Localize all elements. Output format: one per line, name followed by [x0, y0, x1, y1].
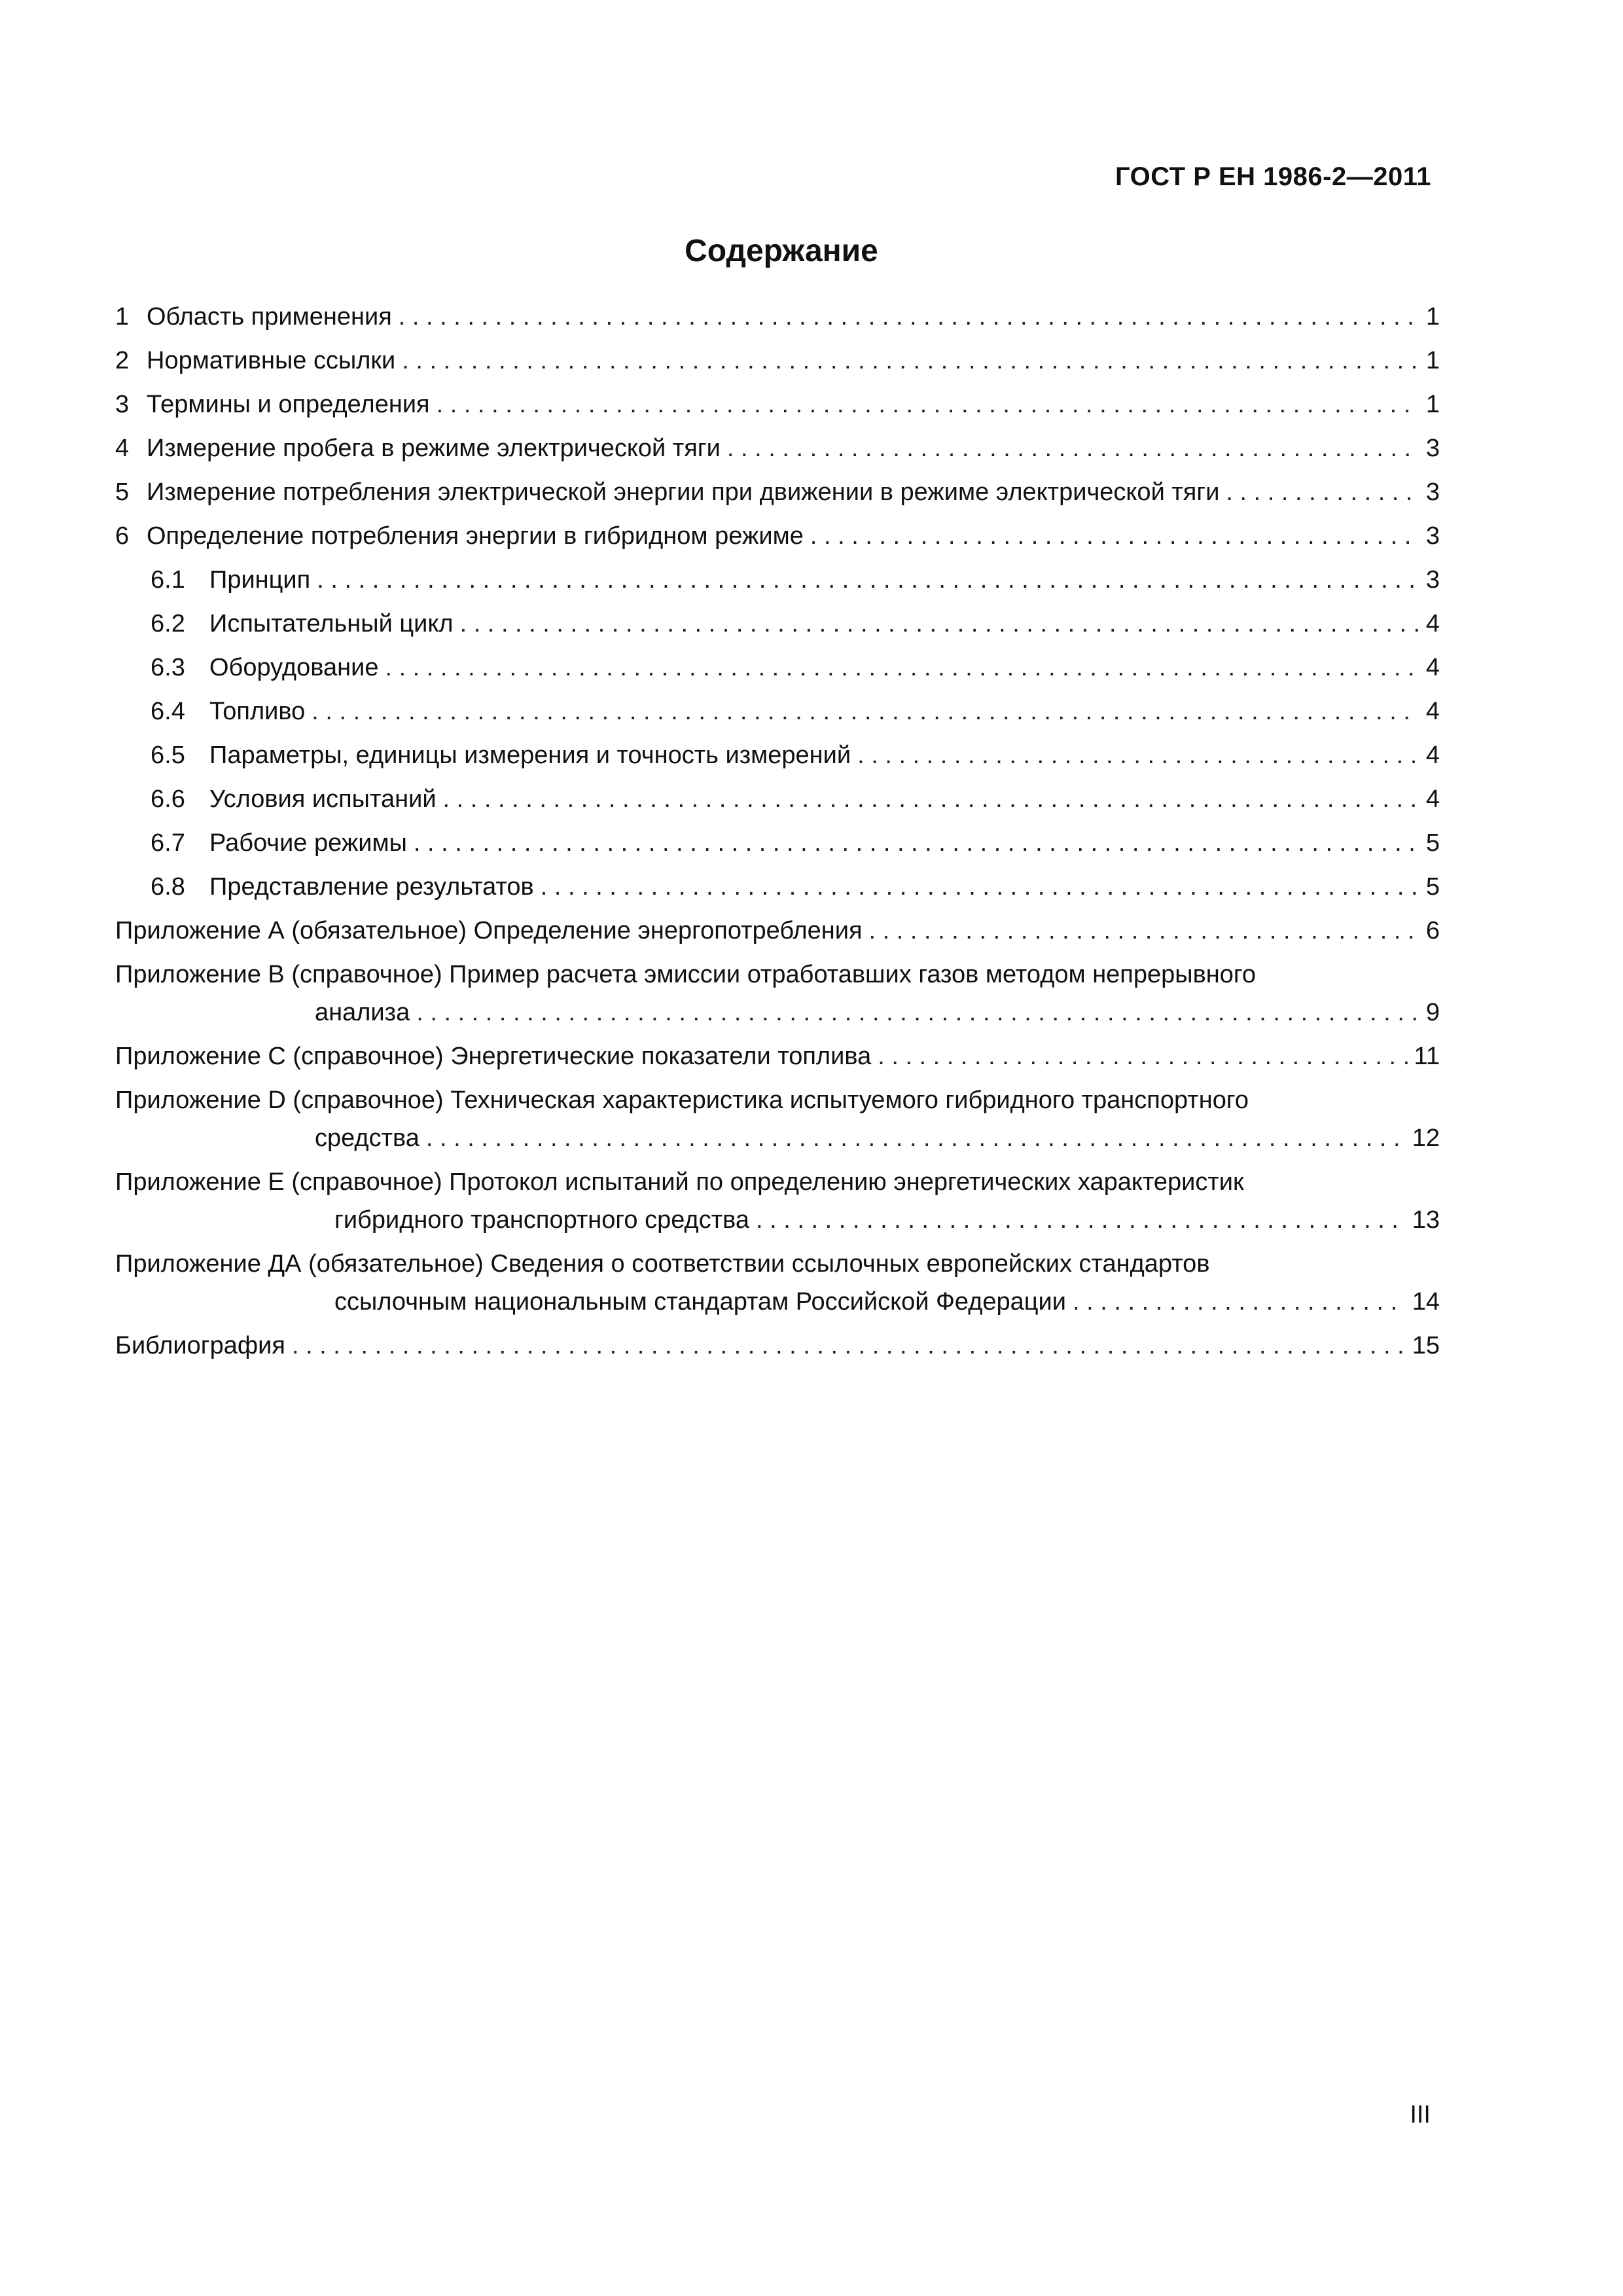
dot-leader [878, 1037, 1407, 1075]
toc-title: Содержание [685, 234, 878, 268]
dot-leader [541, 868, 1419, 906]
toc-entry-page: 4 [1425, 742, 1440, 769]
toc-entry-number: 6.7 [151, 829, 185, 857]
dot-leader [385, 649, 1419, 687]
toc-entry-page: 4 [1425, 698, 1440, 725]
dot-leader [292, 1327, 1406, 1365]
toc-entry-page: 1 [1425, 303, 1440, 331]
toc-entry-title: Нормативные ссылки [147, 347, 396, 374]
toc-entry-title: Область применения [147, 303, 392, 331]
toc-entry-number: 1 [115, 303, 130, 331]
toc-entry[interactable] [115, 298, 1440, 336]
toc-entry-number: 6.6 [151, 785, 185, 813]
toc-entry-title: Параметры, единицы измерения и точность измерений [209, 742, 851, 769]
toc-entry-page: 4 [1425, 610, 1440, 637]
toc-entry-number: 6.4 [151, 698, 185, 725]
toc-entry-title: Приложение А (обязательное) Определение энергопотребления [115, 917, 863, 944]
toc-subentry[interactable] [115, 692, 1440, 730]
toc-entry-number: 4 [115, 435, 130, 462]
toc-entry[interactable] [115, 429, 1440, 467]
toc-entry-page: 3 [1425, 478, 1440, 506]
toc-entry-page: 3 [1425, 435, 1440, 462]
toc-entry-page: 3 [1425, 566, 1440, 594]
toc-entry-title: Топливо [209, 698, 306, 725]
toc-entry-page: 9 [1425, 999, 1440, 1026]
dot-leader [756, 1201, 1406, 1239]
toc-entry[interactable] [115, 517, 1440, 555]
toc-entry-number: 6.2 [151, 610, 185, 637]
toc-entry-page: 5 [1425, 829, 1440, 857]
dot-leader [426, 1119, 1406, 1157]
toc-entry-page: 11 [1414, 1043, 1440, 1070]
toc-entry-page: 5 [1425, 873, 1440, 901]
toc-entry-title: Принцип [209, 566, 311, 594]
toc-entry-title: Приложение D (справочное) Техническая характеристика испытуемого гибридного транспортного [115, 1086, 1249, 1114]
toc-entry-page: 12 [1412, 1124, 1440, 1152]
toc-entry-page: 1 [1425, 347, 1440, 374]
toc-entry-number: 2 [115, 347, 130, 374]
toc-subentry[interactable] [115, 824, 1440, 862]
toc-entry-number: 3 [115, 391, 130, 418]
dot-leader [1226, 473, 1419, 511]
toc-entry-title: Оборудование [209, 654, 379, 681]
dot-leader [437, 386, 1419, 423]
toc-entry-title: Термины и определения [147, 391, 430, 418]
toc-entry-title: Испытательный цикл [209, 610, 454, 637]
dot-leader [443, 780, 1419, 818]
toc-entry-page: 3 [1425, 522, 1440, 550]
toc-entry-number: 6.8 [151, 873, 185, 901]
dot-leader [399, 298, 1419, 336]
toc-entry-number: 6 [115, 522, 130, 550]
toc-entry-title-continued: анализа [315, 999, 410, 1026]
toc-entry[interactable] [115, 386, 1440, 423]
dot-leader [810, 517, 1419, 555]
dot-leader [312, 692, 1419, 730]
page-number: III [1410, 2101, 1431, 2128]
toc-subentry[interactable] [115, 649, 1440, 687]
toc-annex-a[interactable] [115, 912, 1440, 950]
toc-entry-page: 1 [1425, 391, 1440, 418]
toc-entry-title: Приложение ДА (обязательное) Сведения о соответствии ссылочных европейских стандартов [115, 1250, 1210, 1278]
toc-entry-page: 4 [1425, 654, 1440, 681]
toc-subentry[interactable] [115, 868, 1440, 906]
toc-entry-title-continued: ссылочным национальным стандартам Российской Федерации [334, 1288, 1067, 1316]
toc-bibliography[interactable] [115, 1327, 1440, 1365]
toc-annex-c[interactable] [115, 1037, 1440, 1075]
toc-annex-b[interactable] [115, 956, 1440, 1031]
toc-entry-title-continued: гибридного транспортного средства [334, 1206, 750, 1234]
toc-entry-title-continued: средства [315, 1124, 419, 1152]
toc-entry-title: Измерение потребления электрической энергии при движении в режиме электрической тяги [147, 478, 1220, 506]
dot-leader [727, 429, 1419, 467]
toc-entry-page: 13 [1412, 1206, 1440, 1234]
toc-entry-number: 6.3 [151, 654, 185, 681]
dot-leader [869, 912, 1419, 950]
toc-entry-page: 14 [1412, 1288, 1440, 1316]
toc-subentry[interactable] [115, 561, 1440, 599]
document-code: ГОСТ Р ЕН 1986-2—2011 [1115, 162, 1431, 191]
toc-entry-title: Условия испытаний [209, 785, 437, 813]
toc-entry-page: 15 [1412, 1332, 1440, 1359]
toc-entry-number: 5 [115, 478, 130, 506]
dot-leader [1073, 1283, 1406, 1321]
toc-entry-page: 4 [1425, 785, 1440, 813]
toc-entry-title: Рабочие режимы [209, 829, 407, 857]
table-of-contents [115, 298, 1440, 1371]
toc-entry-title: Приложение С (справочное) Энергетические показатели топлива [115, 1043, 872, 1070]
toc-entry-number: 6.1 [151, 566, 185, 594]
dot-leader [402, 342, 1419, 380]
toc-entry[interactable] [115, 473, 1440, 511]
toc-entry-title: Определение потребления энергии в гибридном режиме [147, 522, 804, 550]
toc-subentry[interactable] [115, 605, 1440, 643]
toc-entry-title: Библиография [115, 1332, 285, 1359]
toc-entry-number: 6.5 [151, 742, 185, 769]
toc-subentry[interactable] [115, 780, 1440, 818]
dot-leader [460, 605, 1419, 643]
toc-annex-e[interactable] [115, 1163, 1440, 1239]
dot-leader [857, 736, 1419, 774]
toc-subentry[interactable] [115, 736, 1440, 774]
toc-entry-title: Приложение Е (справочное) Протокол испытаний по определению энергетических характеристик [115, 1168, 1244, 1196]
toc-entry-page: 6 [1425, 917, 1440, 944]
dot-leader [416, 994, 1419, 1031]
toc-entry[interactable] [115, 342, 1440, 380]
toc-entry-title: Приложение В (справочное) Пример расчета эмиссии отработавших газов методом непрерывного [115, 961, 1257, 988]
dot-leader [317, 561, 1419, 599]
toc-annex-d[interactable] [115, 1081, 1440, 1157]
toc-annex-da[interactable] [115, 1245, 1440, 1321]
dot-leader [414, 824, 1419, 862]
toc-entry-title: Измерение пробега в режиме электрической тяги [147, 435, 721, 462]
toc-entry-title: Представление результатов [209, 873, 534, 901]
